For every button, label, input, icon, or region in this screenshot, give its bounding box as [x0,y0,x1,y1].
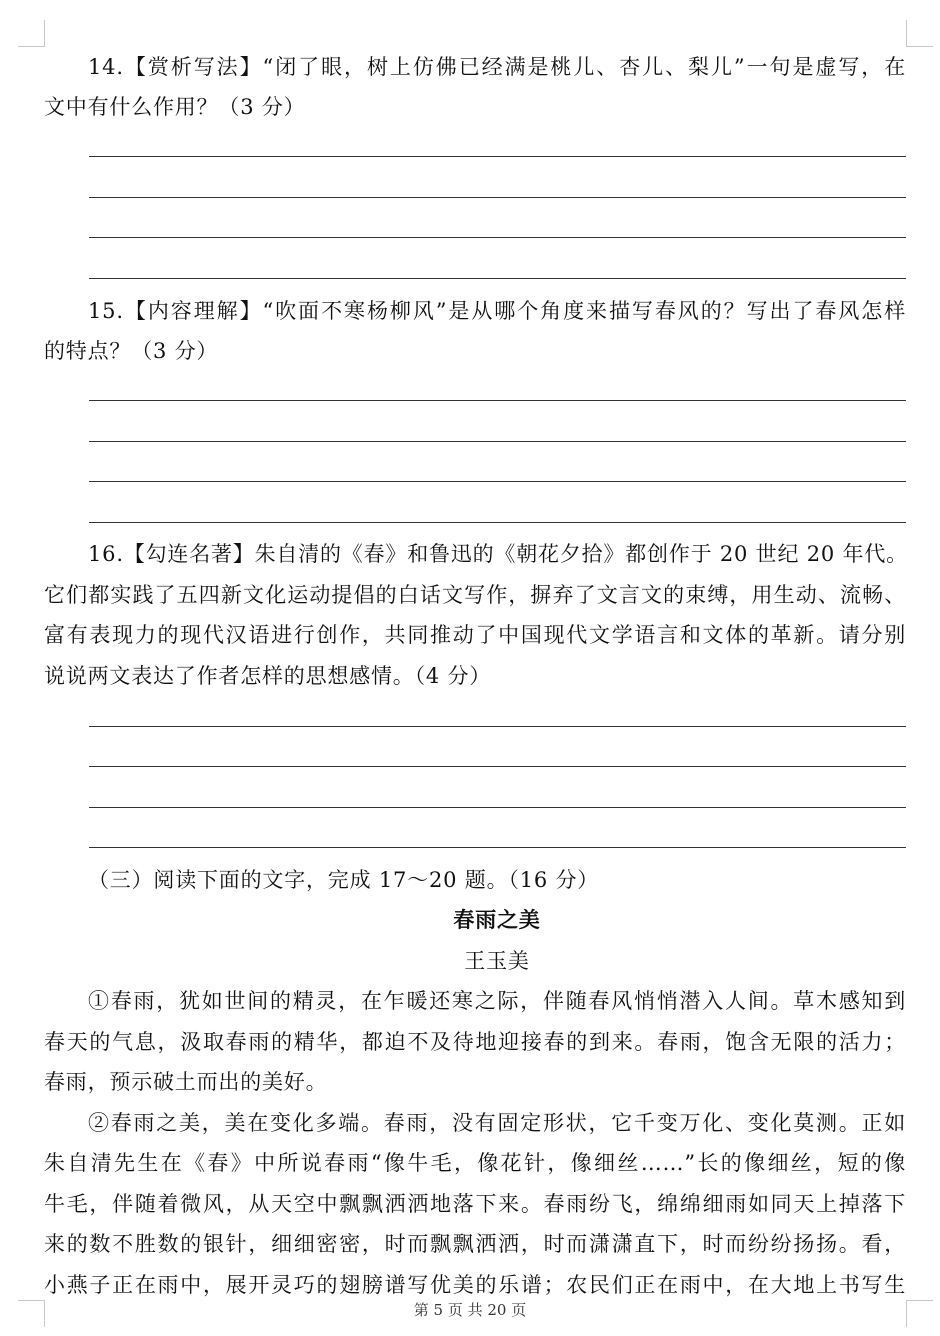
page-number-footer: 第 5 页 共 20 页 [413,1301,527,1319]
answer-line[interactable] [89,237,906,238]
question-14-line-2: 文中有什么作用？（3 分） [44,95,306,119]
answer-line[interactable] [89,766,906,767]
answer-line[interactable] [89,522,906,523]
passage-author: 王玉美 [464,949,530,973]
question-15-line-2: 的特点？（3 分） [44,339,219,363]
question-16-line-1: 16.【勾连名著】朱自清的《春》和鲁迅的《朝花夕拾》都创作于 20 世纪 20 年代。 [88,542,908,566]
paragraph-1-line-1: ①春雨，犹如世间的精灵，在乍暖还寒之际，伴随春风悄悄潜入人间。草木感知到 [88,989,906,1013]
paragraph-2-line-4: 来的数不胜数的银针，细细密密，时而飘飘洒洒，时而潇潇直下，时而纷纷扬扬。看， [44,1232,906,1256]
paragraph-2-line-3: 牛毛，伴随着微风，从天空中飘飘洒洒地落下来。春雨纷飞，绵绵细雨如同天上掉落下 [44,1192,906,1216]
margin-corner-top-left [18,20,45,47]
answer-line[interactable] [89,156,906,157]
question-16-line-3: 富有表现力的现代汉语进行创作，共同推动了中国现代文学语言和文体的革新。请分别 [44,623,906,647]
paragraph-1-line-2: 春天的气息，汲取春雨的精华，都迫不及待地迎接春的到来。春雨，饱含无限的活力； [44,1030,906,1054]
answer-line[interactable] [89,847,906,848]
answer-line[interactable] [89,400,906,401]
margin-corner-top-right [906,20,933,47]
question-15-line-1: 15.【内容理解】“吹面不寒杨柳风”是从哪个角度来描写春风的？写出了春风怎样 [88,299,906,323]
answer-line[interactable] [89,441,906,442]
question-16-line-4: 说说两文表达了作者怎样的思想感情。（4 分） [44,664,492,688]
question-14-line-1: 14.【赏析写法】“闭了眼，树上仿佛已经满是桃儿、杏儿、梨儿”一句是虚写，在 [88,55,906,79]
passage-title: 春雨之美 [453,907,541,932]
paragraph-2-line-5: 小燕子正在雨中，展开灵巧的翅膀谱写优美的乐谱；农民们正在雨中，在大地上书写生 [44,1273,906,1297]
paragraph-1-line-3: 春雨，预示破土而出的美好。 [44,1070,328,1094]
answer-line[interactable] [89,197,906,198]
answer-line[interactable] [89,278,906,279]
answer-line[interactable] [89,807,906,808]
answer-line[interactable] [89,726,906,727]
question-16-line-2: 它们都实践了五四新文化运动提倡的白话文写作，摒弃了文言文的束缚，用生动、流畅、 [44,583,906,607]
section-heading: （三）阅读下面的文字，完成 17～20 题。（16 分） [88,868,600,892]
paragraph-2-line-1: ②春雨之美，美在变化多端。春雨，没有固定形状，它千变万化、变化莫测。正如 [88,1111,906,1135]
answer-line[interactable] [89,481,906,482]
paragraph-2-line-2: 朱自清先生在《春》中所说春雨“像牛毛，像花针，像细丝……”长的像细丝，短的像 [44,1151,906,1175]
